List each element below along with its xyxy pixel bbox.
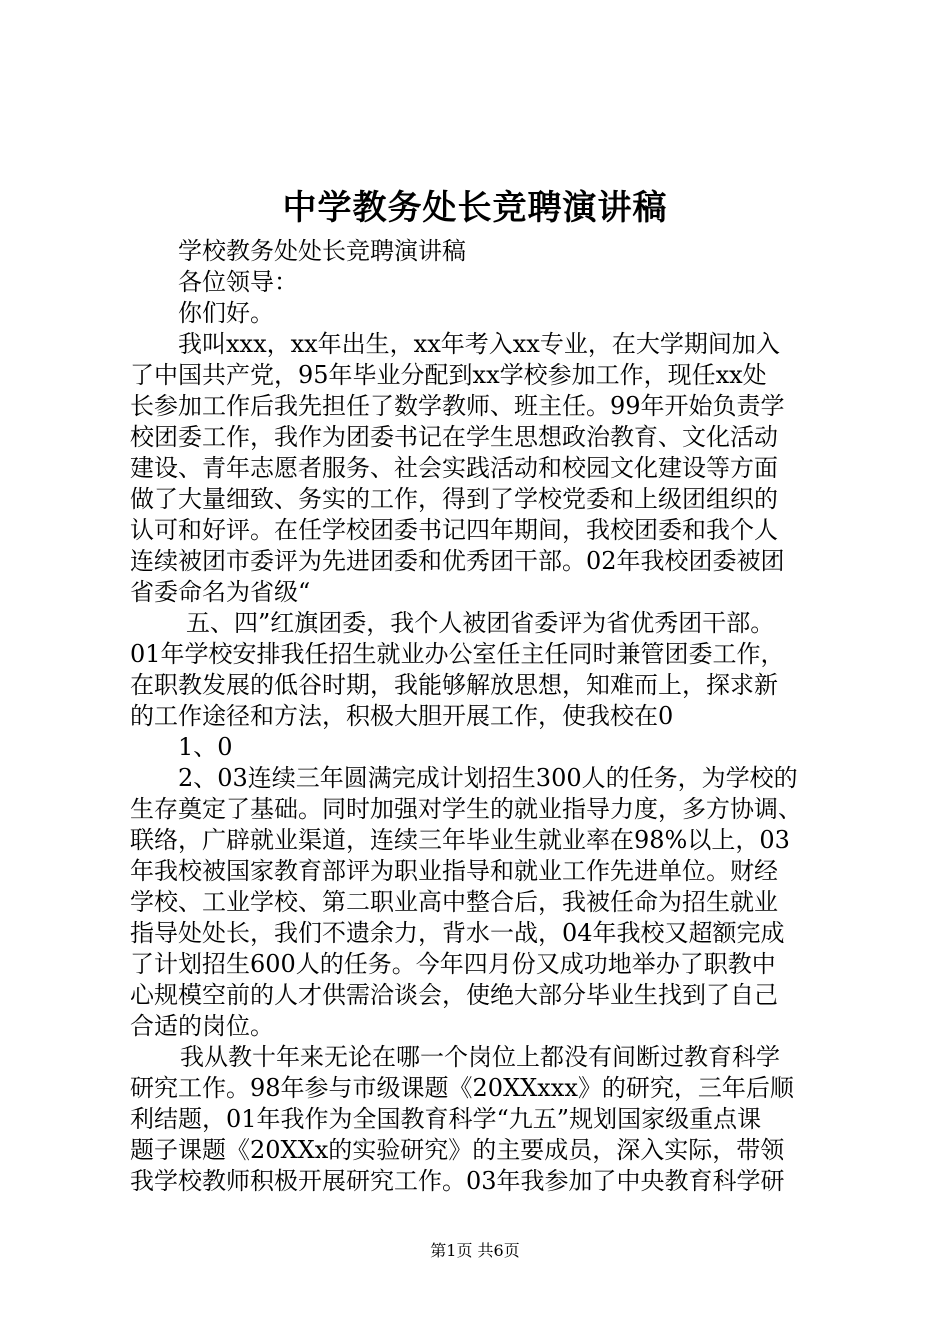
text-line: 认可和好评。在任学校团委书记四年期间，我校团委和我个人 bbox=[130, 516, 778, 544]
text-line: 连续被团市委评为先进团委和优秀团干部。02年我校团委被团 bbox=[130, 547, 785, 575]
text-line: 联络，广辟就业渠道，连续三年毕业生就业率在98%以上，03 bbox=[130, 826, 790, 854]
document-title: 中学教务处长竞聘演讲稿 bbox=[282, 188, 668, 228]
text-line: 做了大量细致、务实的工作，得到了学校党委和上级团组织的 bbox=[130, 485, 778, 513]
text-line: 学校、工业学校、第二职业高中整合后，我被任命为招生就业 bbox=[130, 888, 778, 916]
text-line: 题子课题《20XXx的实验研究》的主要成员，深入实际，带领 bbox=[130, 1136, 785, 1164]
document-body bbox=[130, 236, 830, 1197]
text-line: 我从教十年来无论在哪一个岗位上都没有间断过教育科学 bbox=[180, 1043, 780, 1071]
text-line: 生存奠定了基础。同时加强对学生的就业指导力度，多方协调、 bbox=[130, 795, 802, 823]
text-line: 五、四”红旗团委，我个人被团省委评为省优秀团干部。 bbox=[186, 609, 775, 637]
text-line: 合适的岗位。 bbox=[130, 1012, 274, 1040]
text-line: 了计划招生600人的任务。今年四月份又成功地举办了职教中 bbox=[130, 950, 776, 978]
text-line: 的工作途径和方法，积极大胆开展工作，使我校在0 bbox=[130, 702, 674, 730]
page-number: 第1页 共6页 bbox=[430, 1241, 520, 1260]
text-line: 我学校教师积极开展研究工作。03年我参加了中央教育科学研 bbox=[130, 1167, 785, 1195]
text-line: 01年学校安排我任招生就业办公室任主任同时兼管团委工作， bbox=[130, 640, 785, 668]
text-line: 研究工作。98年参与市级课题《20XXxxx》的研究，三年后顺 bbox=[130, 1074, 794, 1102]
text-line: 长参加工作后我先担任了数学教师、班主任。99年开始负责学 bbox=[130, 392, 785, 420]
text-line: 在职教发展的低谷时期，我能够解放思想，知难而上，探求新 bbox=[130, 671, 778, 699]
text-line: 建设、青年志愿者服务、社会实践活动和校园文化建设等方面 bbox=[130, 454, 778, 482]
text-line: 利结题，01年我作为全国教育科学“九五”规划国家级重点课 bbox=[130, 1105, 762, 1133]
text-line: 1、0 bbox=[178, 733, 233, 761]
text-line: 省委命名为省级“ bbox=[130, 578, 311, 606]
text-line: 2、03连续三年圆满完成计划招生300人的任务，为学校的 bbox=[178, 764, 798, 792]
text-line: 我叫xxx，xx年出生，xx年考入xx专业，在大学期间加入 bbox=[178, 330, 780, 358]
text-line: 指导处处长，我们不遗余力，背水一战，04年我校又超额完成 bbox=[130, 919, 785, 947]
text-line: 学校教务处处长竞聘演讲稿 bbox=[178, 237, 466, 265]
text-line: 校团委工作，我作为团委书记在学生思想政治教育、文化活动 bbox=[130, 423, 778, 451]
text-line: 年我校被国家教育部评为职业指导和就业工作先进单位。财经 bbox=[130, 857, 778, 885]
text-line: 了中国共产党，95年毕业分配到xx学校参加工作，现任xx处 bbox=[130, 361, 767, 389]
text-line: 各位领导： bbox=[178, 268, 298, 296]
text-line: 心规模空前的人才供需洽谈会，使绝大部分毕业生找到了自己 bbox=[130, 981, 778, 1009]
text-line: 你们好。 bbox=[178, 299, 274, 327]
